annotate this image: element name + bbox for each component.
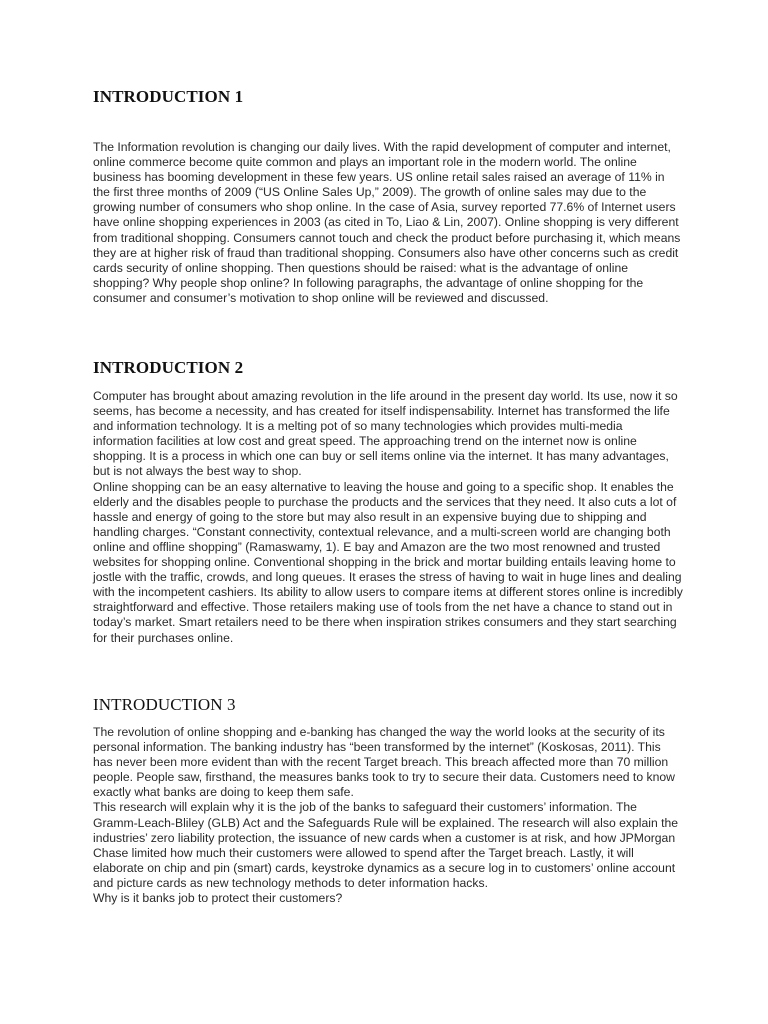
- section-heading: INTRODUCTION 2: [93, 358, 244, 377]
- paragraph: This research will explain why it is the job of the banks to safeguard their customers’ information. The Gramm-Leach-Bliley (GLB) Act and the Safeguards Rule will be explained. The research will also explain the industries’ zero liability protection, the issuance of new cards when a customer is at risk, and how JPMorgan Chase limited how much their customers were allowed to spend after the Target breach. Lastly, it will elaborate on chip and pin (smart) cards, keystroke dynamics as a secure log in to customers’ online account and picture cards as new technology methods to deter information hacks.: [93, 800, 679, 890]
- paragraph: The revolution of online shopping and e-banking has changed the way the world looks at the security of its personal information. The banking industry has “been transformed by the internet” (Koskosas, 2011). This has never been more evident than with the recent Target breach. This breach affected more than 70 million people. People saw, firsthand, the measures banks took to try to secure their data. Customers need to know exactly what banks are doing to keep them safe.: [93, 725, 675, 800]
- section-heading: INTRODUCTION 1: [93, 87, 244, 106]
- section-heading: INTRODUCTION 3: [93, 695, 236, 714]
- paragraph: Why is it banks job to protect their customers?: [93, 891, 343, 906]
- paragraph: Online shopping can be an easy alternative to leaving the house and going to a specific shop. It enables the elderly and the disables people to purchase the products and the services that they need. It also cuts a lot of hassle and energy of going to the store but may also result in an expensive buying due to shipping and handling charges. “Constant connectivity, contextual relevance, and a multi-screen world are changing both online and offline shopping” (Ramaswamy, 1). E bay and Amazon are the two most renowned and trusted websites for shopping online. Conventional shopping in the brick and mortar building entails leaving home to jostle with the traffic, crowds, and long queues. It erases the stress of having to wait in huge lines and dealing with the incompetent cashiers. Its ability to allow users to compare items at different stores online is incredibly straightforward and effective. Those retailers making use of tools from the net have a chance to stand out in today’s market. Smart retailers need to be there when inspiration strikes consumers and they start searching for their purchases online.: [93, 479, 683, 645]
- section-introduction-3: [93, 695, 683, 906]
- section-introduction-1: [93, 87, 683, 306]
- section-introduction-2: [93, 358, 683, 646]
- paragraph: Computer has brought about amazing revolution in the life around in the present day world. Its use, now it so seems, has become a necessity, and has created for itself indispensability. Internet has transformed the life and information technology. It is a melting pot of so many technologies which provides multi-media information facilities at low cost and great speed. The approaching trend on the internet now is online shopping. It is a process in which one can buy or sell items online via the internet. It has many advantages, but is not always the best way to shop.: [93, 389, 678, 479]
- paragraph: The Information revolution is changing our daily lives. With the rapid development of computer and internet, online commerce become quite common and plays an important role in the modern world. The online business has booming development in these few years. US online retail sales raised an average of 11% in the first three months of 2009 (“US Online Sales Up,” 2009). The growth of online sales may due to the growing number of consumers who shop online. In the case of Asia, survey reported 77.6% of Internet users have online shopping experiences in 2003 (as cited in To, Liao & Lin, 2007). Online shopping is very different from traditional shopping. Consumers cannot touch and check the product before purchasing it, which means they are at higher risk of fraud than traditional shopping. Consumers also have other concerns such as credit cards security of online shopping. Then questions should be raised: what is the advantage of online shopping? Why people shop online? In following paragraphs, the advantage of online shopping for the consumer and consumer’s motivation to shop online will be reviewed and discussed.: [93, 140, 681, 305]
